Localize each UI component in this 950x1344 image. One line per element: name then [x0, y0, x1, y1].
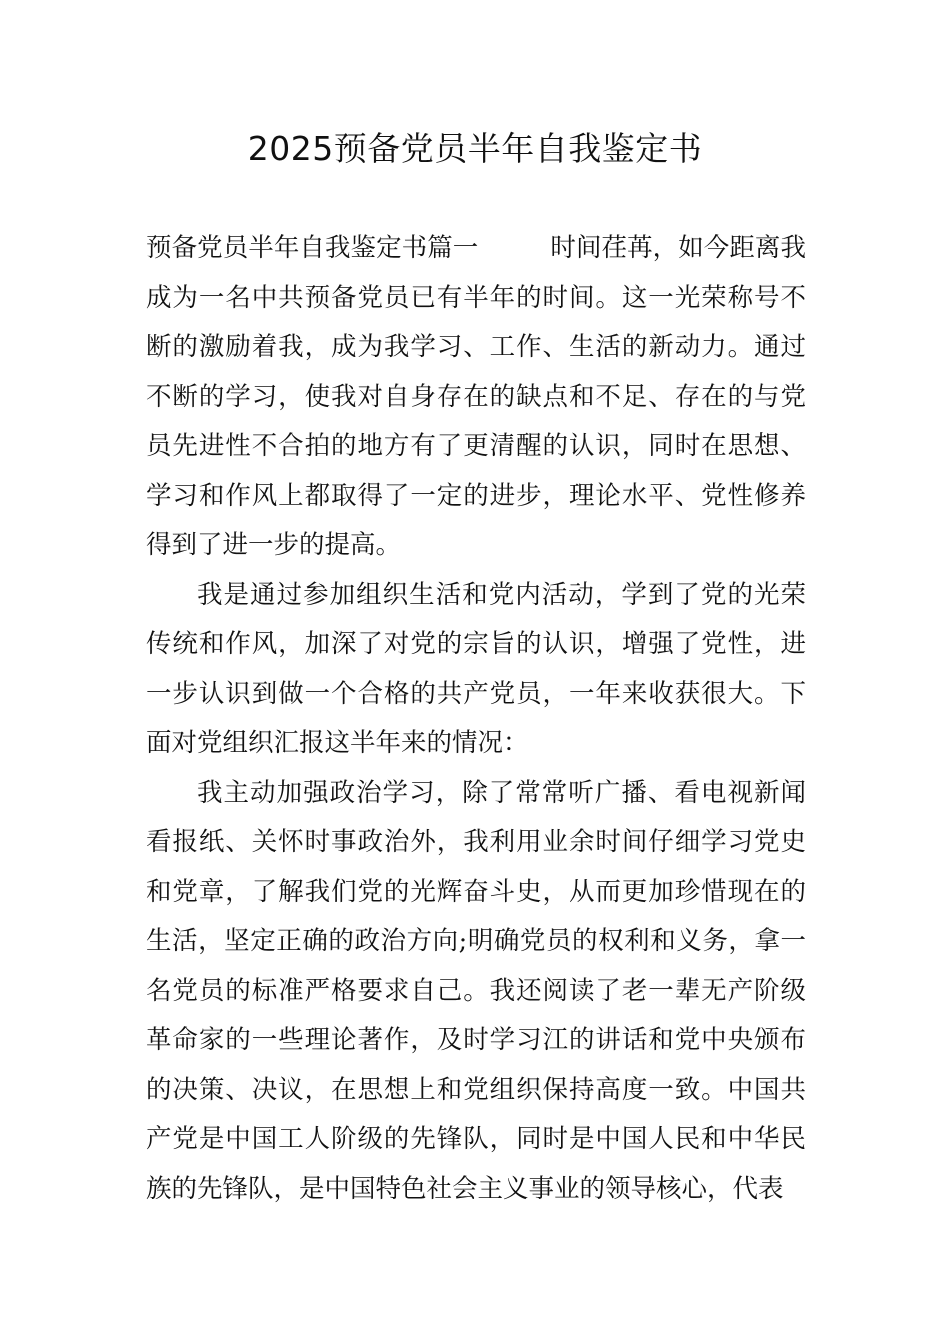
- document-body: [146, 224, 806, 1214]
- document-title: 2025预备党员半年自我鉴定书: [247, 129, 703, 168]
- paragraph-3: 我主动加强政治学习，除了常常听广播、看电视新闻看报纸、关怀时事政治外，我利用业余时间仔细学习党史和党章，了解我们党的光辉奋斗史，从而更加珍惜现在的生活，坚定正确的政治方向;明确党员的权利和义务，拿一名党员的标准严格要求自己。我还阅读了老一辈无产阶级革命家的一些理论著作，及时学习江的讲话和党中央颁布的决策、决议，在思想上和党组织保持高度一致。中国共产党是中国工人阶级的先锋队，同时是中国人民和中华民族的先锋队，是中国特色社会主义事业的领导核心，代表: [146, 777, 806, 1204]
- section-heading: 预备党员半年自我鉴定书篇一: [146, 233, 479, 263]
- paragraph-2: 我是通过参加组织生活和党内活动，学到了党的光荣传统和作风，加深了对党的宗旨的认识，增强了党性，进一步认识到做一个合格的共产党员，一年来收获很大。下面对党组织汇报这半年来的情况：: [146, 579, 806, 758]
- paragraph-1-text: 时间荏苒，如今距离我成为一名中共预备党员已有半年的时间。这一光荣称号不断的激励着我，成为我学习、工作、生活的新动力。通过不断的学习，使我对自身存在的缺点和不足、存在的与党员先进性不合拍的地方有了更清醒的认识，同时在思想、学习和作风上都取得了一定的进步，理论水平、党性修养得到了进一步的提高。: [146, 233, 806, 560]
- paragraph-1: [146, 224, 806, 571]
